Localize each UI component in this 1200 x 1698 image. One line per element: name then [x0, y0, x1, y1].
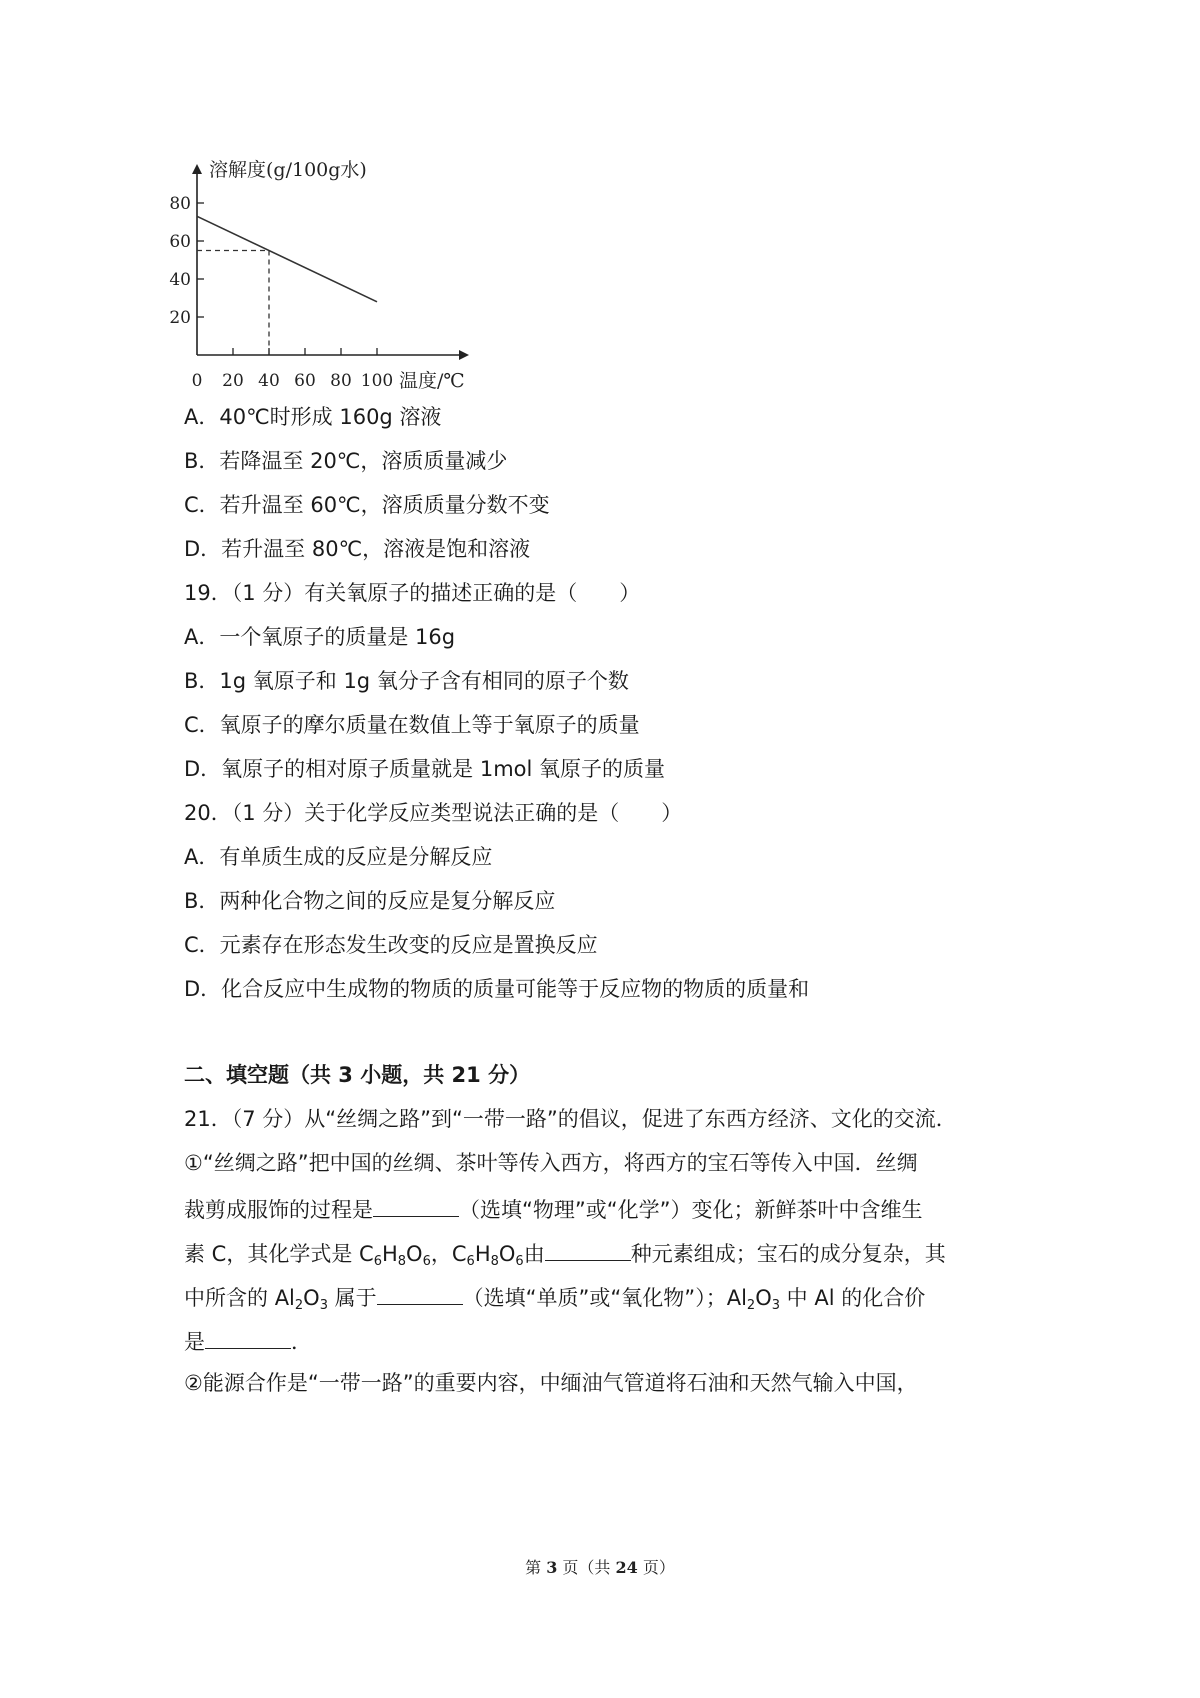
q21-line-2: ①“丝绸之路”把中国的丝绸、茶叶等传入西方，将西方的宝石等传入中国．丝绸: [184, 1151, 918, 1175]
x-tick-label: 40: [258, 371, 280, 391]
q21-text: 由: [523, 1242, 545, 1266]
x-axis-arrow: [459, 350, 469, 360]
x-tick-label: 20: [222, 371, 244, 391]
q18-option-b: B．若降温至 20℃，溶质质量减少: [184, 449, 508, 473]
x-tick-label: 60: [294, 371, 316, 391]
q21-text: 中 Al 的化合价: [780, 1286, 926, 1310]
answer-blank-4[interactable]: [205, 1324, 291, 1349]
y-tick-label: 40: [169, 270, 191, 290]
x-tick-label: 100: [360, 371, 394, 391]
q18-option-c: C．若升温至 60℃，溶质质量分数不变: [184, 493, 550, 517]
q21-line-3: [184, 1192, 1184, 1225]
q21-text: 中所含的: [184, 1286, 275, 1310]
q21-text: 素 C，其化学式是: [184, 1242, 360, 1266]
x-axis-label: 温度/℃: [399, 370, 465, 392]
y-tick-label: 80: [169, 194, 191, 214]
q19-option-b: B．1g 氧原子和 1g 氧分子含有相同的原子个数: [184, 669, 629, 693]
q21-text: ．: [291, 1330, 312, 1354]
formula-alumina: $Al_2O_3$: [274, 1286, 328, 1313]
section-heading: 二、填空题（共 3 小题，共 21 分）: [184, 1063, 531, 1087]
q19-option-c: C．氧原子的摩尔质量在数值上等于氧原子的质量: [184, 713, 640, 737]
answer-blank-3[interactable]: [377, 1280, 463, 1305]
q21-line-5: [184, 1280, 1184, 1313]
y-axis-arrow: [192, 164, 202, 174]
q21-line-1: 21．（7 分）从“丝绸之路”到“一带一路”的倡议，促进了东西方经济、文化的交流．: [184, 1107, 957, 1131]
page-total: 24: [615, 1558, 638, 1577]
y-tick-label: 20: [169, 308, 191, 328]
q20-stem: 20．（1 分）关于化学反应类型说法正确的是（ ）: [184, 801, 683, 825]
formula-alumina: $Al_2O_3$: [726, 1286, 780, 1313]
solubility-chart: [169, 145, 535, 430]
y-axis-label: 溶解度(g/100g水): [209, 159, 367, 181]
y-tick-label: 60: [169, 232, 191, 252]
formula-vitamin-c: $C_6H_8O_6$: [451, 1242, 524, 1269]
q20-option-b: B．两种化合物之间的反应是复分解反应: [184, 889, 556, 913]
q21-line-4: 素 C，其化学式是 $C_6H_8O_6$，$C_6H_8O_6$由 种元素组成；宝石的成分复杂，其: [184, 1236, 1184, 1269]
q19-option-a: A．一个氧原子的质量是 16g: [184, 625, 456, 649]
q21-line-7: ②能源合作是“一带一路”的重要内容，中缅油气管道将石油和天然气输入中国，: [184, 1371, 918, 1395]
page-number: 3: [546, 1558, 558, 1577]
x-tick-label: 0: [191, 371, 203, 391]
q18-option-d: D．若升温至 80℃，溶液是饱和溶液: [184, 537, 531, 561]
formula-vitamin-c: $C_6H_8O_6$: [359, 1242, 431, 1269]
q19-stem: 19．（1 分）有关氧原子的描述正确的是（ ）: [184, 581, 641, 605]
answer-blank-1[interactable]: [373, 1192, 459, 1217]
q20-option-c: C．元素存在形态发生改变的反应是置换反应: [184, 933, 598, 957]
answer-blank-2[interactable]: [545, 1236, 631, 1261]
q21-text: （选填“单质”或“氧化物”）；: [462, 1286, 727, 1310]
q20-option-d: D．化合反应中生成物的物质的质量可能等于反应物的物质的质量和: [184, 977, 810, 1001]
q21-text: 是: [184, 1330, 205, 1354]
solubility-curve: [197, 216, 377, 301]
q21-text: （选填“物理”或“化学”）变化；新鲜茶叶中含维生: [459, 1198, 923, 1222]
q21-text: 种元素组成；宝石的成分复杂，其: [630, 1242, 946, 1266]
x-tick-label: 80: [330, 371, 352, 391]
q18-option-a: A．40℃时形成 160g 溶液: [184, 405, 442, 429]
q21-text: 属于: [327, 1286, 377, 1310]
q20-option-a: A．有单质生成的反应是分解反应: [184, 845, 493, 869]
page-footer: 第 3 页（共 24 页）: [525, 1558, 675, 1577]
q21-line-6: [184, 1324, 1184, 1357]
q21-text: 裁剪成服饰的过程是: [184, 1198, 373, 1222]
q19-option-d: D．氧原子的相对原子质量就是 1mol 氧原子的质量: [184, 757, 666, 781]
